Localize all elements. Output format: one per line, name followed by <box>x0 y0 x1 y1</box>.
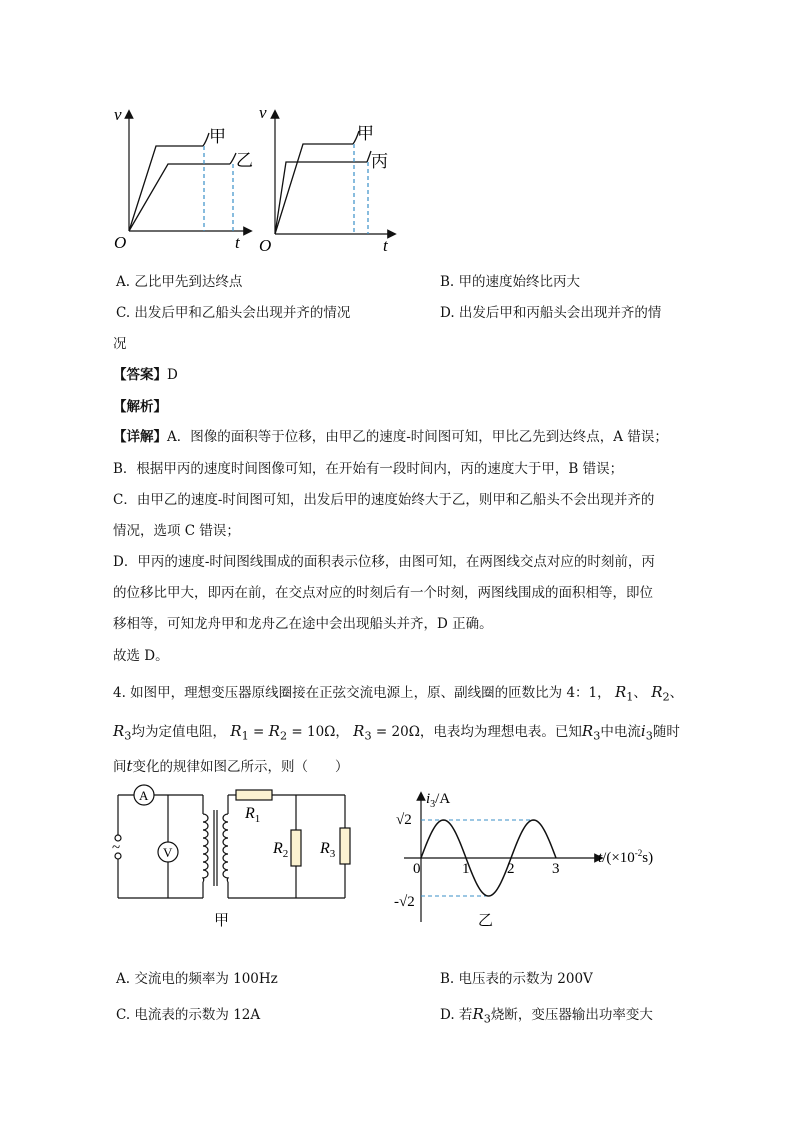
i3-sub: 3 <box>645 729 653 743</box>
x-tick-label: 1 <box>462 861 470 877</box>
eq-r1: R <box>230 722 242 740</box>
curve-bing <box>275 162 367 234</box>
max-label: √2 <box>396 812 412 828</box>
y-axis-label: $i_3/A$ <box>426 791 451 810</box>
r3-label: $R_3$ <box>320 840 336 860</box>
r3-ref-sub: 3 <box>593 729 601 743</box>
x-axis-label: t <box>235 233 240 252</box>
curve-jia <box>129 146 203 231</box>
eq-r2-sub: 2 <box>279 729 288 743</box>
r2-sub: 2 <box>662 690 670 704</box>
option-c: C. 出发后甲和乙船头会出现并齐的情况 <box>116 305 351 321</box>
detail-text: A．图像的面积等于位移，由甲乙的速度-时间图可知，甲比乙先到达终点，A 错误； <box>167 429 668 445</box>
detail-line-2: B．根据甲丙的速度时间图像可知，在开始有一段时间内，丙的速度大于甲，B 错误； <box>113 461 624 477</box>
r3-sub: 3 <box>124 729 132 743</box>
eq-r3: R <box>353 722 365 740</box>
q4-option-c: C. 电流表的示数为 12A <box>116 1007 261 1023</box>
curve-label-jia: 甲 <box>209 127 226 146</box>
option-d: D. 出发后甲和丙船头会出现并齐的情 <box>440 305 662 321</box>
analysis-label: 【解析】 <box>113 399 167 415</box>
r1-sub: 1 <box>626 690 634 704</box>
q4-text-2d: 随时 <box>652 724 680 740</box>
detail-line-5: D．甲丙的速度-时间图线围成的面积表示位移，由图可知，在两图线交点对应的时刻前，丙 <box>113 554 655 570</box>
curve-jia <box>275 144 353 234</box>
eq-r3-sub: 3 <box>364 729 372 743</box>
q4-option-d-r: R <box>472 1005 484 1023</box>
ammeter-label: A <box>139 788 149 803</box>
detail-line-3: C．由甲乙的速度-时间图可知，出发后甲的速度始终大于乙，则甲和乙船头不会出现并齐的 <box>113 492 655 508</box>
curve-yi <box>129 164 230 231</box>
eq-value-2: = 20Ω，电表均为理想电表。已知 <box>371 724 582 740</box>
r2-symbol: R <box>651 683 663 701</box>
transformer-circuit-diagram <box>108 782 360 934</box>
sep-1: 、 <box>633 685 647 701</box>
q4-option-b: B. 电压表的示数为 200V <box>440 971 593 987</box>
x-tick-label: 3 <box>552 861 560 877</box>
origin-label: 0 <box>413 861 421 877</box>
eq-r1-sub: 1 <box>241 729 249 743</box>
answer-value: D <box>167 367 178 383</box>
graph-caption: 乙 <box>478 913 494 929</box>
eq-equals: = <box>248 724 269 740</box>
voltmeter-label: V <box>163 845 173 860</box>
q4-option-d <box>440 1003 653 1026</box>
y-axis-label: v <box>259 103 267 122</box>
y-axis-label: v <box>114 105 122 124</box>
t-symbol: t <box>126 757 133 775</box>
q4-line-1 <box>113 681 683 704</box>
curve-label-jia: 甲 <box>357 124 374 143</box>
detail-line-4: 情况，选项 C 错误； <box>113 523 240 539</box>
q4-option-d-sub: 3 <box>483 1012 491 1026</box>
r3-ref: R <box>581 722 594 740</box>
resistor-r3 <box>340 828 350 864</box>
vt-graph-jia-yi <box>108 100 258 252</box>
ac-source-symbol: ~ <box>112 840 121 856</box>
q4-text-1: 4. 如图甲，理想变压器原线圈接在正弦交流电源上，原、副线圈的匝数比为 4：1， <box>113 685 611 701</box>
x-tick-label: 2 <box>507 861 515 877</box>
q4-text-3a: 间 <box>113 759 127 775</box>
q4-text-2a: 均为定值电阻， <box>131 724 226 740</box>
resistor-r2 <box>291 830 301 866</box>
q4-line-2 <box>113 720 680 743</box>
i3-symbol: i <box>640 722 646 740</box>
r1-label: $R_1$ <box>245 805 261 825</box>
current-time-graph <box>394 782 684 937</box>
r3-symbol: R <box>113 722 125 740</box>
answer-line <box>113 363 178 383</box>
detail-line-1 <box>113 425 668 445</box>
x-tick-labels <box>462 861 560 877</box>
q4-line-3 <box>113 755 349 775</box>
curve-label-yi: 乙 <box>236 151 253 170</box>
x-axis-label: t <box>383 236 388 254</box>
eq-r2: R <box>268 722 280 740</box>
circuit-caption: 甲 <box>214 913 230 929</box>
origin-label: O <box>114 233 127 252</box>
q4-text-3b: 变化的规律如图乙所示，则（ ） <box>132 759 349 775</box>
eq-value-1: = 10Ω， <box>287 724 349 740</box>
primary-coil <box>203 814 208 882</box>
min-label: -√2 <box>394 894 415 910</box>
q4-option-d-post: 烧断，变压器输出功率变大 <box>490 1007 653 1023</box>
sep-2: 、 <box>669 685 684 701</box>
resistor-r1 <box>236 790 272 800</box>
answer-label: 【答案】 <box>113 367 167 383</box>
origin-label: O <box>259 236 272 254</box>
secondary-coil <box>223 814 228 882</box>
x-axis-label: $t/(\times 10^{-2}s)$ <box>598 848 654 866</box>
q4-option-a: A. 交流电的频率为 100Hz <box>116 971 278 987</box>
vt-graph-jia-bing <box>256 100 406 254</box>
detail-line-7: 移相等，可知龙舟甲和龙舟乙在途中会出现船头并齐，D 正确。 <box>113 616 493 632</box>
conclusion-line: 故选 D。 <box>113 648 169 664</box>
option-d-continued: 况 <box>113 336 127 352</box>
detail-label: 【详解】 <box>113 429 167 445</box>
option-a: A. 乙比甲先到达终点 <box>116 274 243 290</box>
r2-label: $R_2$ <box>273 840 289 860</box>
q4-option-d-pre: D. 若 <box>440 1007 473 1023</box>
q4-text-2c: 中电流 <box>600 724 641 740</box>
detail-line-6: 的位移比甲大，即丙在前，在交点对应的时刻后有一个时刻，两图线围成的面积相等，即位 <box>113 585 653 601</box>
curve-label-bing: 丙 <box>371 152 388 171</box>
r1-symbol: R <box>614 683 627 701</box>
option-b: B. 甲的速度始终比丙大 <box>440 274 581 290</box>
